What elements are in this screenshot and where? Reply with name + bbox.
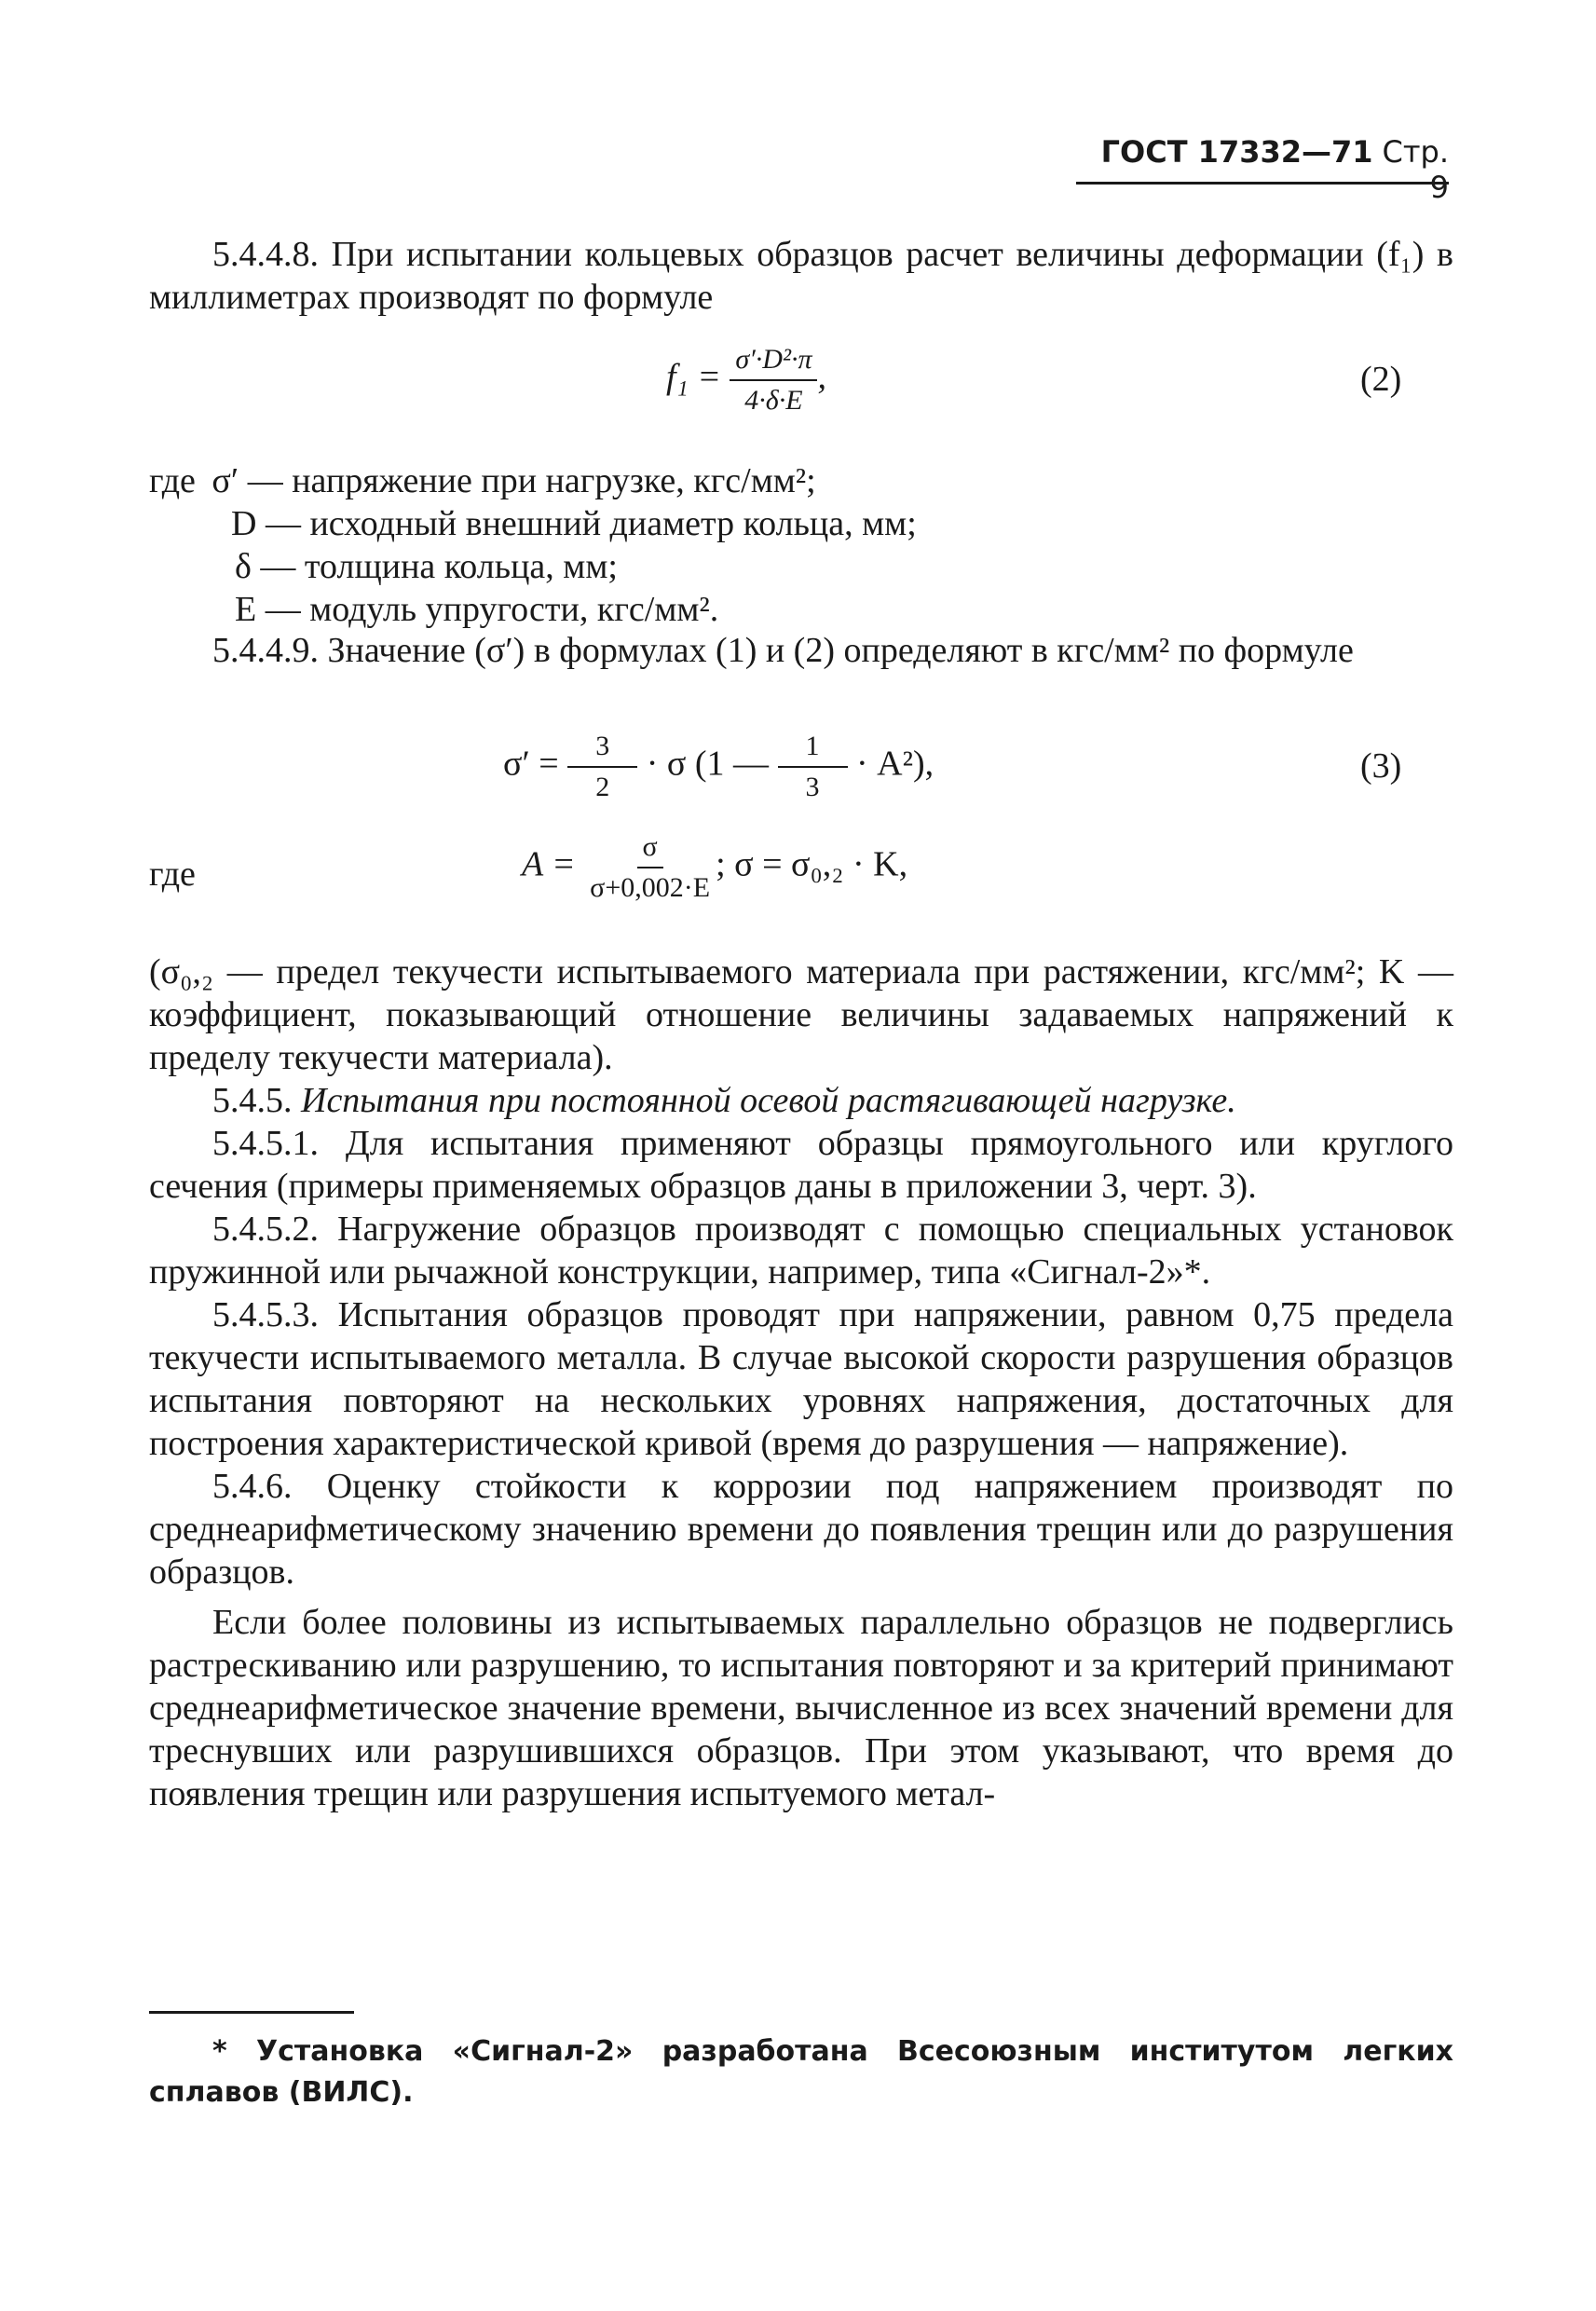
footnote-divider — [149, 2011, 354, 2014]
fraction-denominator: σ+0,002·E — [590, 872, 711, 903]
paragraph-text: 5.4.4.8. При испытании кольцевых образцов расчет величины деформации (f₁) в миллиметрах производят по формуле — [149, 235, 1453, 317]
paragraph-5-4-6: 5.4.6. Оценку стойкости к коррозии под напряжением производят по среднеарифметическому значению времени до появления трещин или до разрушения образцов. — [149, 1467, 1453, 1592]
formula-lhs: A = — [522, 844, 576, 884]
formula-end: · A²), — [856, 744, 934, 784]
page-number: Стр. 9 — [1382, 134, 1449, 205]
legend-item: δ — толщина кольца, мм; — [235, 547, 618, 586]
legend-intro: где — [149, 461, 196, 500]
formula-a — [522, 827, 907, 908]
formula-rest: ; σ = σ₀,₂ · K, — [716, 844, 908, 884]
paragraph-5-4-5-2: 5.4.5.2. Нагружение образцов производят с помощью специальных установок пружинной или рычажной конструкции, например, типа «Сигнал-2»*. — [149, 1210, 1453, 1292]
section-number: 5.4.5. — [212, 1081, 293, 1120]
legend-block — [149, 459, 917, 631]
formula-fraction — [584, 827, 716, 908]
formula-3 — [503, 727, 934, 807]
fraction-denominator: 2 — [595, 772, 610, 802]
formula-2 — [666, 340, 826, 420]
formula-middle: · σ (1 — — [646, 744, 770, 784]
paragraph-5-4-5 — [149, 1079, 1453, 1122]
formula-lhs: f₁ = — [666, 357, 721, 397]
fraction-numerator: 1 — [778, 727, 848, 768]
formula-number-3: (3) — [1360, 746, 1402, 786]
formula-lhs: σ′ = — [503, 744, 559, 784]
standard-number: ГОСТ 17332—71 — [1100, 134, 1373, 170]
formula-tail: , — [817, 357, 826, 397]
formula-fraction — [730, 340, 817, 420]
paragraph-5-4-5-1: 5.4.5.1. Для испытания применяют образцы прямоугольного или круглого сечения (примеры применяемых образцов даны в приложении 3, черт. 3). — [149, 1124, 1453, 1206]
formula-number-2: (2) — [1360, 360, 1402, 399]
formula-fraction — [567, 727, 637, 807]
paragraph-5-4-5-3: 5.4.5.3. Испытания образцов проводят при напряжении, равном 0,75 предела текучести испытываемого металла. В случае высокой скорости разрушения образцов испытания повторяют на нескольких уровнях напряжения, достаточных для построения характеристической кривой (время до разрушения — напряжение). — [149, 1295, 1453, 1463]
paragraph-sigma: (σ₀,₂ — предел текучести испытываемого материала при растяжении, кгс/мм²; K — коэффициент, показывающий отношение величины задаваемых напряжений к пределу текучести материала). — [149, 952, 1453, 1077]
fraction-numerator: σ — [637, 827, 663, 868]
fraction-numerator: 3 — [567, 727, 637, 768]
legend-item: D — исходный внешний диаметр кольца, мм; — [231, 504, 917, 543]
formula-fraction — [778, 727, 848, 807]
section-title: Испытания при постоянной осевой растягивающей нагрузке. — [301, 1081, 1236, 1120]
paragraph-5-4-4-9 — [149, 629, 1453, 672]
legend-item: E — модуль упругости, кгс/мм². — [235, 590, 719, 629]
footnote: * Установка «Сигнал-2» разработана Всесоюзным институтом легких сплавов (ВИЛС). — [149, 2035, 1453, 2109]
fraction-denominator: 3 — [805, 772, 820, 802]
paragraph-5-4-4-8 — [149, 233, 1453, 319]
legend-row — [149, 459, 917, 502]
fraction-denominator: 4·δ·E — [744, 385, 803, 416]
fraction-numerator: σ′·D²·π — [730, 340, 817, 381]
paragraph-text: 5.4.4.9. Значение (σ′) в формулах (1) и (2) определяют в кгс/мм² по формуле — [212, 631, 1354, 670]
body-text — [149, 950, 1453, 1815]
legend-item: σ′ — напряжение при нагрузке, кгс/мм²; — [211, 461, 816, 500]
paragraph-continuation: Если более половины из испытываемых параллельно образцов не подверглись растрескиванию или разрушению, то испытания повторяют и за критерий принимают среднеарифметическое значение времени, вычисленное из всех значений времени для треснувших или разрушившихся образцов. При этом указывают, что время до появления трещин или разрушения испытуемого метал- — [149, 1603, 1453, 1813]
formula-where-intro: где — [149, 855, 196, 894]
page-header — [1076, 129, 1449, 205]
